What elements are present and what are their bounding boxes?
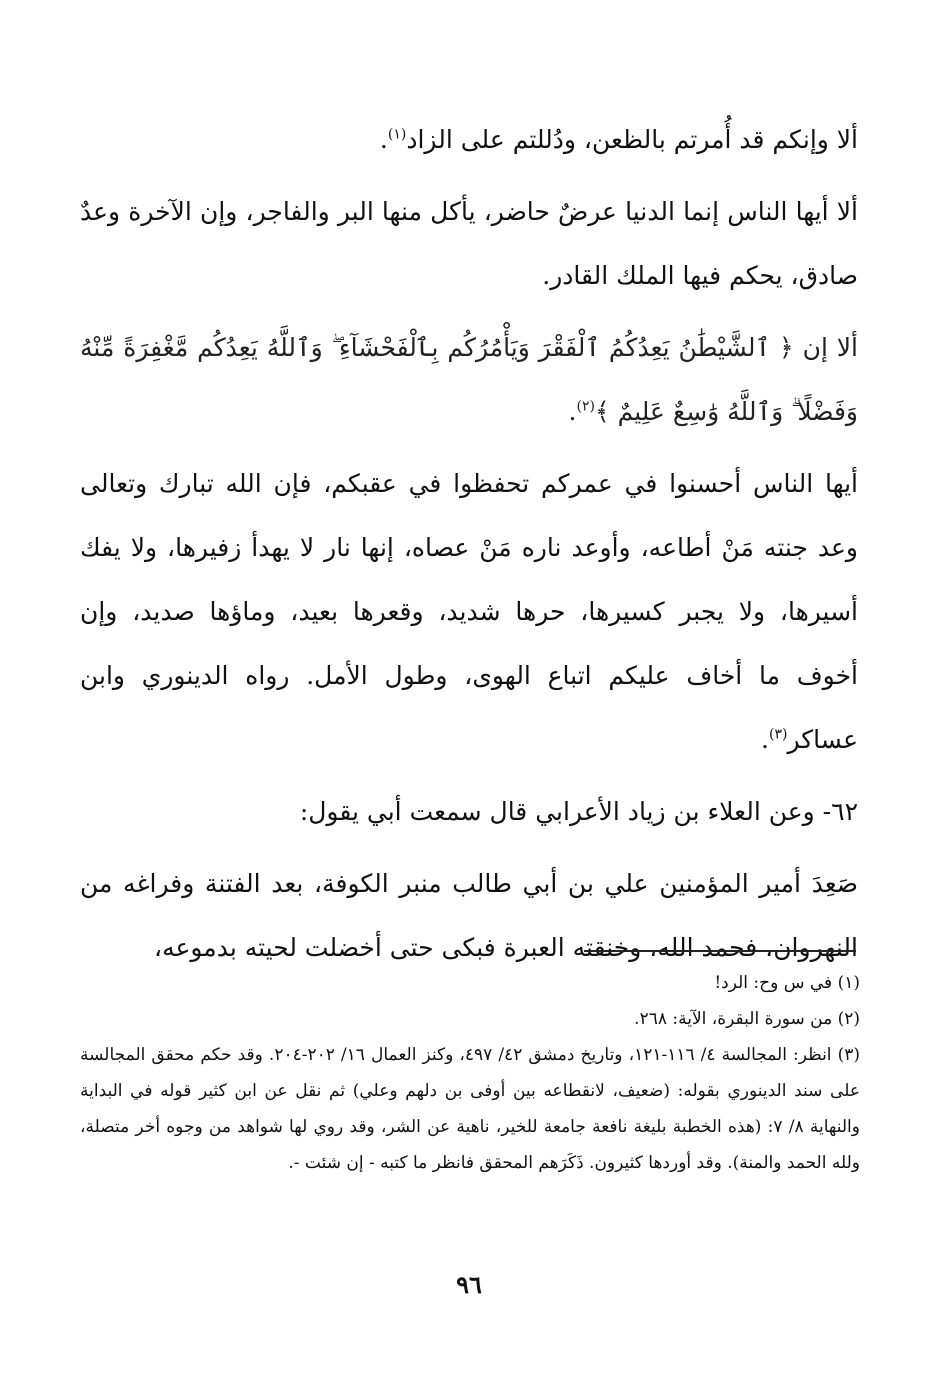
footnote-divider [584,950,856,952]
footnotes [80,965,860,1181]
footnote-1: (١) في س وح: الرد! [714,973,860,993]
paragraph-2: ألا أيها الناس إنما الدنيا عرضٌ حاضر، يأكل منها البر والفاجر، وإن الآخرة وعدٌ صادق، يحكم فيها الملك القادر. [80,197,858,290]
quran-verse: ألا إن ﴿ ٱلشَّيْطَٰنُ يَعِدُكُمُ ٱلْفَقْرَ وَيَأْمُرُكُم بِٱلْفَحْشَآءِ ۖ وَٱللَّهُ يَعِدُكُم مَّغْفِرَةً مِّنْهُ وَفَضْلًا ۗ وَٱللَّهُ وَٰسِعٌ عَلِيمٌ ﴾$^{(٢)}$. [80,333,858,426]
footnote-2: (٢) من سورة البقرة، الآية: ٢٦٨. [634,1009,860,1029]
paragraph-4: أيها الناس أحسنوا في عمركم تحفظوا في عقبكم، فإن الله تبارك وتعالى وعد جنته مَنْ أطاعه، وأوعد ناره مَنْ عصاه، إنها نار لا يهدأ زفيرها، ولا يفك أسيرها، ولا يجبر كسيرها، حرها شديد، وقعرها بعيد، وماؤها صديد، وإن أخوف ما أخاف عليكم اتباع الهوى، وطول الأمل. رواه الدينوري وابن عساكر$^{(٣)}$. [80,469,858,754]
page-number: ٩٦ [456,1270,482,1299]
paragraph-1: ألا وإنكم قد أُمرتم بالظعن، ودُللتم على الزاد$^{(١)}$. [379,125,858,154]
hadith-heading-62: ٦٢- وعن العلاء بن زياد الأعرابي قال سمعت أبي يقول: [299,797,858,826]
footnote-3: (٣) انظر: المجالسة ٤/ ١١٦-١٢١، وتاريخ دمشق ٤٢/ ٤٩٧، وكنز العمال ١٦/ ٢٠٢-٢٠٤. وقد حكم محقق المجالسة على سند الدينوري بقوله: (ضعيف، لانقطاعه بين أوفى بن دلهم وعلي) ثم نقل عن ابن كثير قوله في البداية والنهاية ٨/ ٧: (هذه الخطبة بليغة نافعة جامعة للخير، ناهية عن الشر، وقد روي لها شواهد من وجوه أخر متصلة، ولله الحمد والمنة). وقد أوردها كثيرون. ذَكَرَهم المحقق فانظر ما كتبه - إن شئت -. [80,1045,860,1173]
footnote-ref-3: (٣) [768,726,788,743]
paragraph-6: صَعِدَ أمير المؤمنين علي بن أبي طالب منبر الكوفة، بعد الفتنة وفراغه من النهروان، فحمد الله، وخنقته العبرة فبكى حتى أخضلت لحيته بدموعه، [80,869,858,962]
main-text [80,108,858,988]
footnote-ref-2: (٢) [576,398,595,415]
footnote-ref-1: (١) [387,126,407,143]
